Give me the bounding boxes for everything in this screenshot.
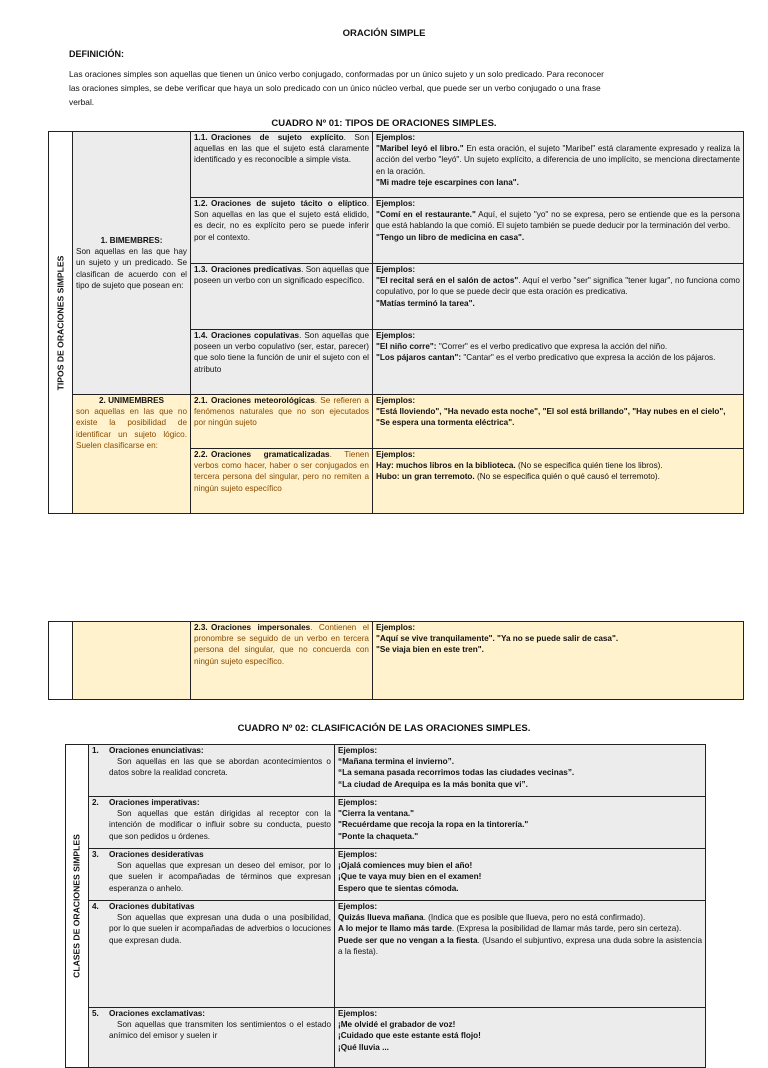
table1-caption: CUADRO Nº 01: TIPOS DE ORACIONES SIMPLES. [271, 118, 497, 129]
example-cell: Ejemplos: "Está lloviendo", "Ha nevado esta noche", "El sol está brillando", "Hay nubes en el cielo", "Se espera una tormenta eléctrica". [373, 395, 744, 449]
table2-caption: CUADRO Nº 02: CLASIFICACIÓN DE LAS ORACIONES SIMPLES. [237, 723, 531, 734]
table-row [66, 1008, 706, 1068]
unimembres-cell: 2. UNIMEMBRES son aquellas en las que no existe la posibilidad de identificar un sujeto lógico. Suelen clasificarse en: [73, 395, 191, 514]
class-cell: 5. Oraciones exclamativas: Son aquellas que transmiten los sentimientos o el estado anímico del emisor y suelen ir [89, 1008, 335, 1068]
bimembres-cell: 1. BIMEMBRES: Son aquellas en las que hay un sujeto y un predicado. Se clasifican de acuerdo con el tipo de sujeto que posean en: [73, 132, 191, 395]
example-cell: Ejemplos: Quizás llueva mañana. (Indica que es posible que llueva, pero no está confirmado). A lo mejor te llamo más tarde. (Expresa la posibilidad de llamar más tarde, pero sin certeza). Puede ser que no vengan a la fiesta. (Usando el subjuntivo, expresa una duda sobre la asistencia a la fiesta). [335, 901, 706, 1008]
class-cell: 4. Oraciones dubitativas Son aquellas que expresan una duda o una posibilidad, por lo que suelen ir acompañadas de adverbios o locuciones que expresan duda. [89, 901, 335, 1008]
example-cell: Ejemplos: "Maribel leyó el libro." En esta oración, el sujeto "Maribel" está claramente expresado y realiza la acción del verbo "leyó". Un sujeto explícito, a diferencia de uno implícito, se menciona directamente en la oración. "Mi madre teje escarpines con lana". [373, 132, 744, 198]
definition-text: Las oraciones simples son aquellas que tienen un único verbo conjugado, conformadas por un único sujeto y un solo predicado. Para reconocer las oraciones simples, se debe verificar que haya un solo predicado con un único núcleo verbal, que puede ser un verbo conjugado o una frase verbal. [69, 69, 604, 107]
table-row [49, 622, 744, 700]
example-cell: Ejemplos: ¡Ojalá comiences muy bien el año! ¡Que te vaya muy bien en el examen! Espero que te sientas cómoda. [335, 849, 706, 901]
unimembres-cell [73, 622, 191, 700]
type-cell: 1.2. Oraciones de sujeto tácito o elíptico. Son aquellas en las que el sujeto está elidido, es decir, no es explícito pero se puede inferir por el contexto. [191, 198, 373, 264]
example-cell: Ejemplos: “Mañana termina el invierno”. “La semana pasada recorrimos todas las ciudades vecinas”. “La ciudad de Arequipa es la más bonita que vi”. [335, 745, 706, 797]
table-row [66, 901, 706, 1008]
sentence-types-table-continued [48, 621, 744, 700]
type-cell: 1.3. Oraciones predicativas. Son aquellas que poseen un verbo con un significado específico. [191, 264, 373, 330]
example-cell: Ejemplos: "Comí en el restaurante." Aquí, el sujeto "yo" no se expresa, pero se entiende que es la persona que está hablando la que comió. El sujeto también se puede deducir por la terminación del verbo. "Tengo un libro de medicina en casa". [373, 198, 744, 264]
class-cell: 1. Oraciones enunciativas: Son aquellas en las que se abordan acontecimientos o datos sobre la realidad concreta. [89, 745, 335, 797]
table-row [49, 395, 744, 449]
page-title: ORACIÓN SIMPLE [342, 28, 426, 39]
type-cell: 2.3. Oraciones impersonales. Contienen el pronombre se seguido de un verbo en tercera persona del singular, que no concuerda con ningún sujeto específico. [191, 622, 373, 700]
example-cell: Ejemplos: "Cierra la ventana." "Recuérdame que recoja la ropa en la tintorería." "Ponte la chaqueta." [335, 797, 706, 849]
type-cell: 1.1. Oraciones de sujeto explícito. Son aquellas en las que el sujeto está claramente identificado y es reconocible a simple vista. [191, 132, 373, 198]
example-cell: Ejemplos: "El niño corre": "Correr" es el verbo predicativo que expresa la acción del niño. "Los pájaros cantan": "Cantar" es el verbo predicativo que expresa la acción de los pájaros. [373, 330, 744, 395]
table-row [49, 132, 744, 198]
type-cell: 1.4. Oraciones copulativas. Son aquellas que poseen un verbo copulativo (ser, estar, parecer) que solo tiene la función de unir el sujeto con el atributo [191, 330, 373, 395]
table-row [66, 849, 706, 901]
example-cell: Ejemplos: Hay: muchos libros en la biblioteca. (No se especifica quién tiene los libros). Hubo: un gran terremoto. (No se especifica quién o qué causó el terremoto). [373, 449, 744, 514]
side-label: CLASES DE ORACIONES SIMPLES [66, 745, 89, 1068]
sentence-classes-table [65, 744, 706, 1068]
side-label: TIPOS DE ORACIONES SIMPLES [49, 132, 73, 514]
definition-heading: DEFINICIÓN: [69, 49, 124, 59]
example-cell: Ejemplos: "Aquí se vive tranquilamente". "Ya no se puede salir de casa". "Se viaja bien en este tren". [373, 622, 744, 700]
table-row [66, 745, 706, 797]
example-cell: Ejemplos: "El recital será en el salón de actos". Aquí el verbo "ser" significa "tener lugar", no funciona como copulativo, por lo que se puede decir que esta oración es predicativa. "Matías terminó la tarea". [373, 264, 744, 330]
class-cell: 3. Oraciones desiderativas Son aquellas que expresan un deseo del emisor, por lo que suelen ir acompañadas de términos que expresan esperanza o anhelo. [89, 849, 335, 901]
table-row [66, 797, 706, 849]
sentence-types-table [48, 131, 744, 514]
example-cell: Ejemplos: ¡Me olvidé el grabador de voz! ¡Cuidado que este estante está flojo! ¡Qué lluvia ... [335, 1008, 706, 1068]
type-cell: 2.2. Oraciones gramaticalizadas. Tienen verbos como hacer, haber o ser conjugados en tercera persona del singular, pero no remiten a ningún sujeto específico [191, 449, 373, 514]
class-cell: 2. Oraciones imperativas: Son aquellas que están dirigidas al receptor con la intención de modificar o influir sobre su conducta, puesto que son pedidos u órdenes. [89, 797, 335, 849]
side-label-cell [49, 622, 73, 700]
type-cell: 2.1. Oraciones meteorológicas. Se refieren a fenómenos naturales que no son ejecutados por ningún sujeto [191, 395, 373, 449]
